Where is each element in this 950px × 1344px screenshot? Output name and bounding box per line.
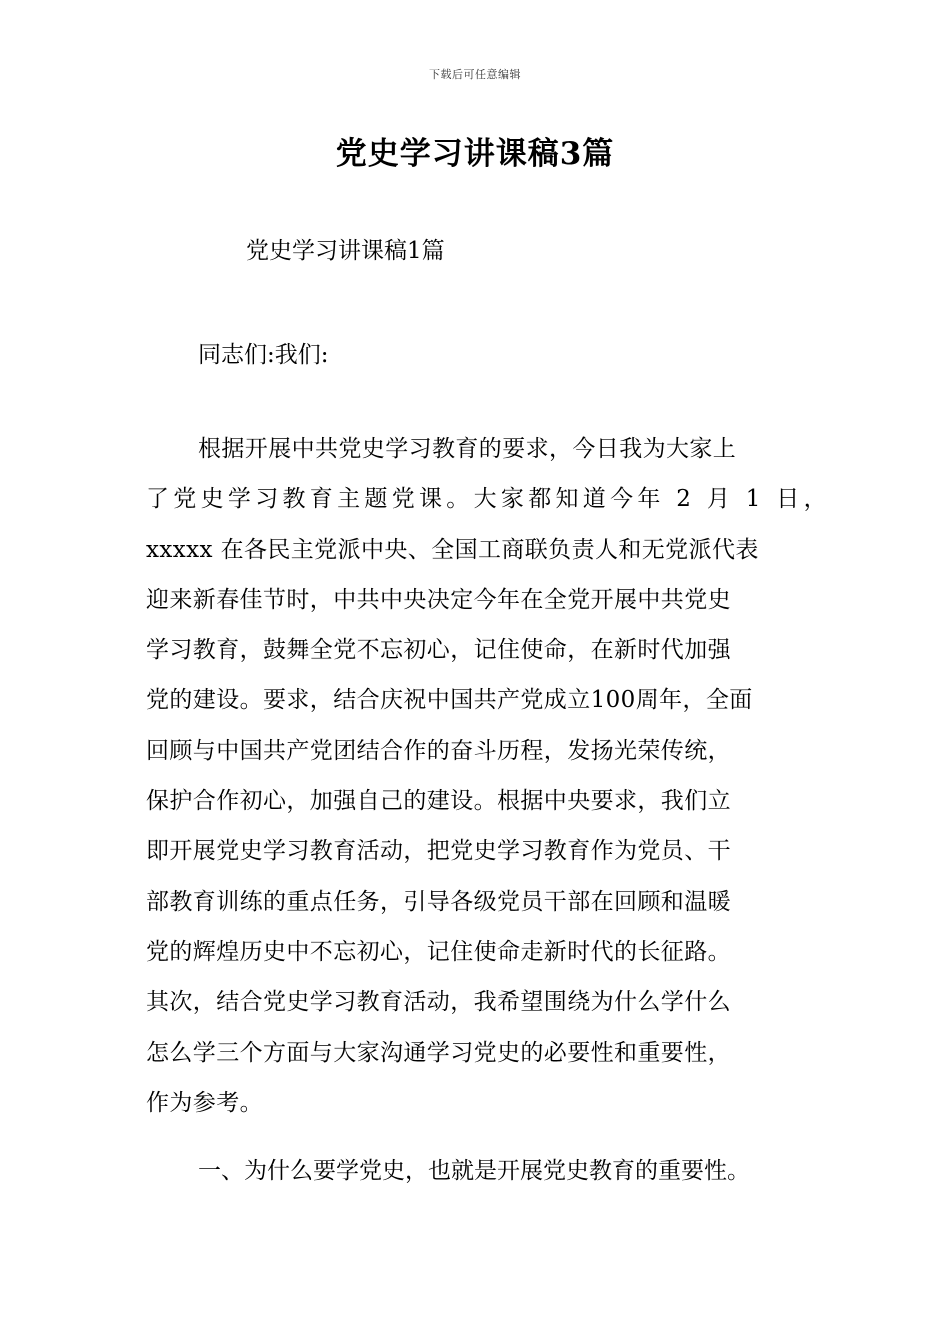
paragraph-line: xxxxx 在各民主党派中央、全国工商联负责人和无党派代表	[146, 536, 759, 563]
paragraph-line: 其次，结合党史学习教育活动，我希望围绕为什么学什么	[146, 989, 731, 1016]
paragraph-line: 保护合作初心，加强自己的建设。根据中央要求，我们立	[146, 788, 731, 815]
paragraph-line: 回顾与中国共产党团结合作的奋斗历程，发扬光荣传统，	[146, 737, 731, 764]
paragraph-line: 怎么学三个方面与大家沟通学习党史的必要性和重要性，	[146, 1039, 731, 1066]
paragraph-line: 了党史学习教育主题党课。大家都知道今年 2 月 1 日，	[146, 486, 831, 513]
greeting-line: 同志们:我们:	[198, 342, 329, 368]
header-note: 下载后可任意编辑	[429, 68, 521, 81]
document-title: 党史学习讲课稿3篇	[335, 136, 615, 172]
document-subtitle: 党史学习讲课稿1篇	[246, 238, 445, 264]
paragraph-line: 作为参考。	[146, 1089, 263, 1116]
paragraph-line: 迎来新春佳节时，中共中央决定今年在全党开展中共党史	[146, 586, 731, 613]
section-heading: 一、为什么要学党史，也就是开展党史教育的重要性。	[198, 1158, 750, 1184]
body-paragraph	[146, 431, 831, 1135]
paragraph-line: 部教育训练的重点任务，引导各级党员干部在回顾和温暖	[146, 888, 731, 915]
paragraph-line: 党的辉煌历史中不忘初心，记住使命走新时代的长征路。	[146, 938, 731, 965]
paragraph-line: 即开展党史学习教育活动，把党史学习教育作为党员、干	[146, 838, 731, 865]
paragraph-line: 根据开展中共党史学习教育的要求，今日我为大家上	[198, 436, 737, 462]
paragraph-line: 学习教育，鼓舞全党不忘初心，记住使命，在新时代加强	[146, 637, 731, 664]
paragraph-line: 党的建设。要求，结合庆祝中国共产党成立100周年，全面	[146, 687, 753, 714]
